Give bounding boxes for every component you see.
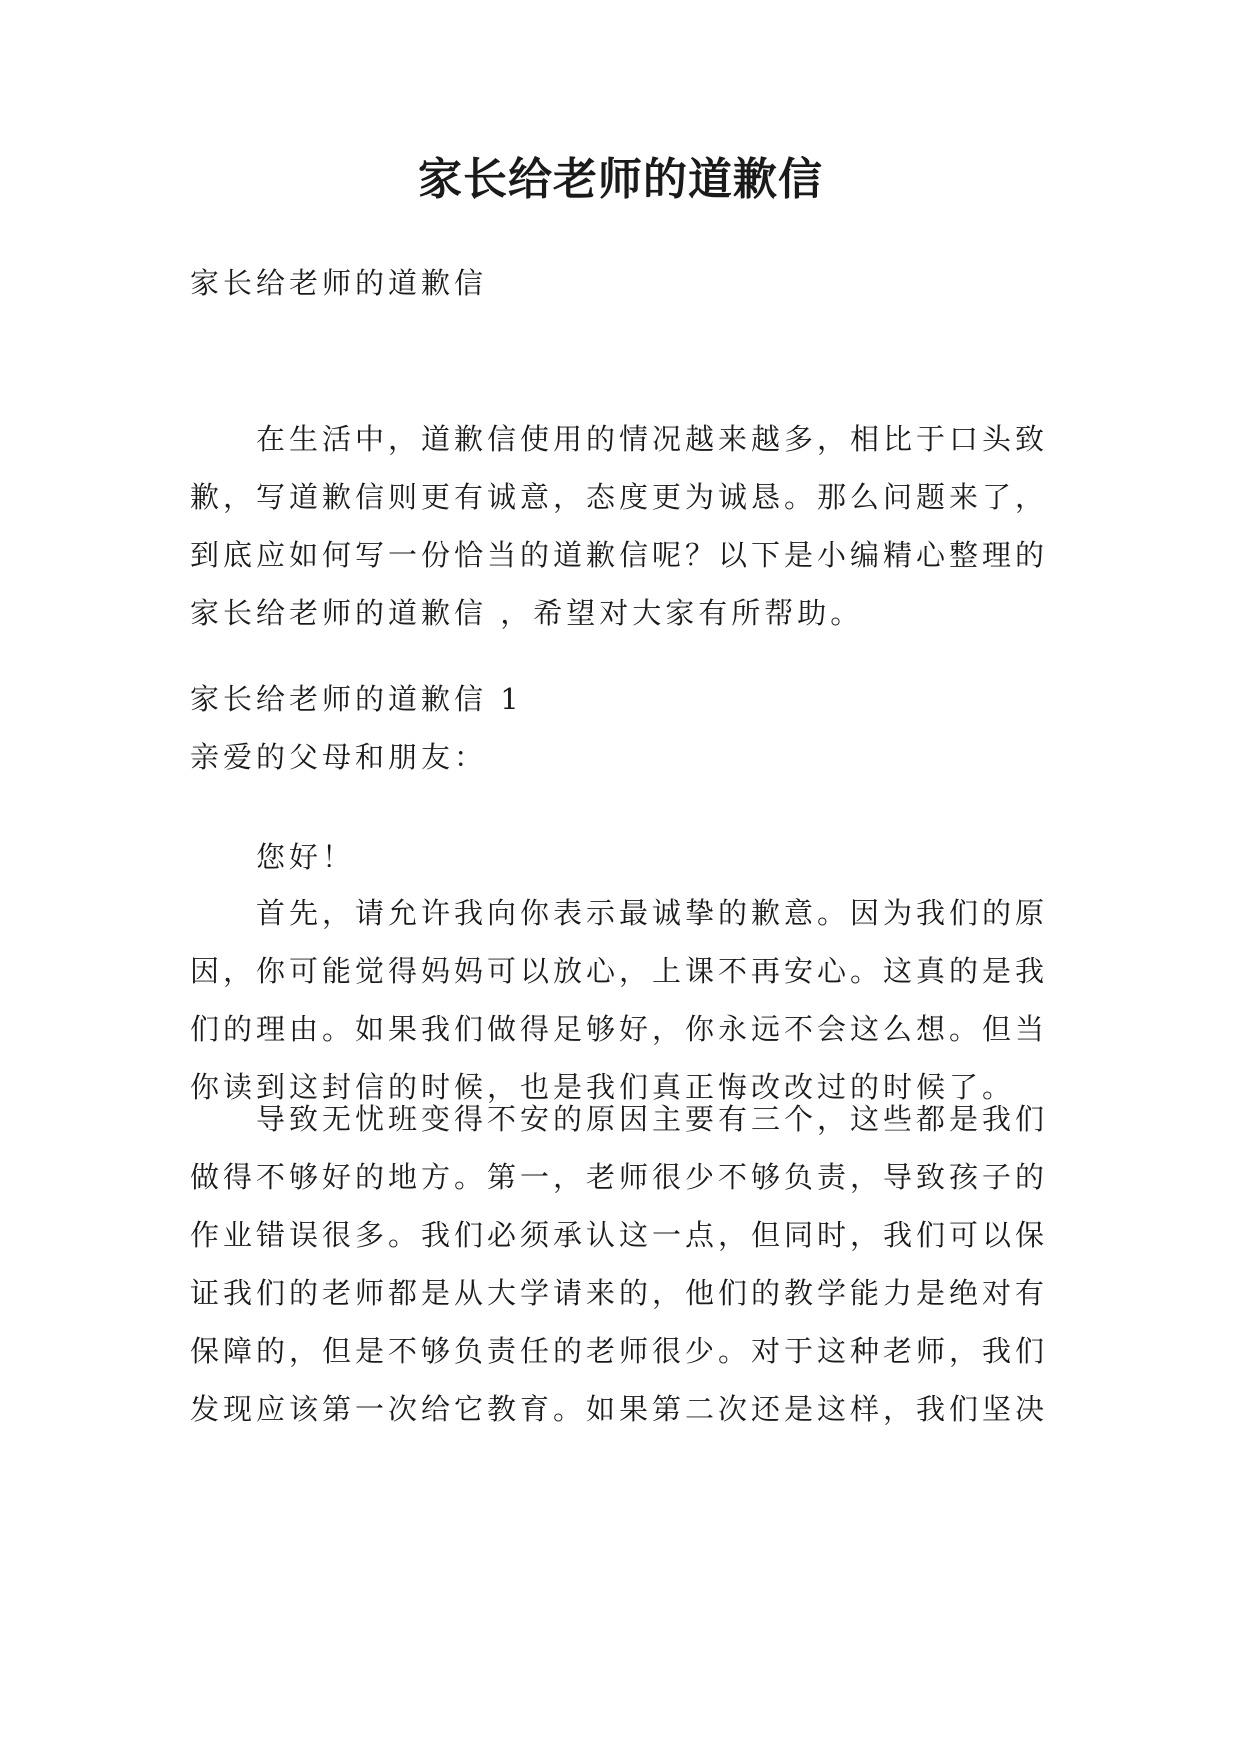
- greeting: 您好！: [256, 840, 356, 874]
- document-subtitle: 家长给老师的道歉信: [190, 266, 488, 300]
- section-heading: 家长给老师的道歉信 1: [190, 682, 523, 716]
- intro-paragraph: 在生活中，道歉信使用的情况越来越多，相比于口头致歉，写道歉信则更有诚意，态度更为诚恳。那么问题来了，到底应如何写一份恰当的道歉信呢？以下是小编精心整理的家长给老师的道歉信 ，希望对大家有所帮助。: [190, 422, 1049, 630]
- document-title: 家长给老师的道歉信: [418, 154, 823, 205]
- letter-paragraph-1: 首先，请允许我向你表示最诚挚的歉意。因为我们的原因，你可能觉得妈妈可以放心，上课不再安心。这真的是我们的理由。如果我们做得足够好，你永远不会这么想。但当你读到这封信的时候，也是我们真正悔改改过的时候了。: [190, 896, 1049, 1104]
- salutation: 亲爱的父母和朋友：: [190, 740, 488, 774]
- letter-paragraph-2: 导致无忧班变得不安的原因主要有三个，这些都是我们做得不够好的地方。第一，老师很少不够负责，导致孩子的作业错误很多。我们必须承认这一点，但同时，我们可以保证我们的老师都是从大学请来的，他们的教学能力是绝对有保障的，但是不够负责任的老师很少。对于这种老师，我们发现应该第一次给它教育。如果第二次还是这样，我们坚决: [190, 1102, 1049, 1426]
